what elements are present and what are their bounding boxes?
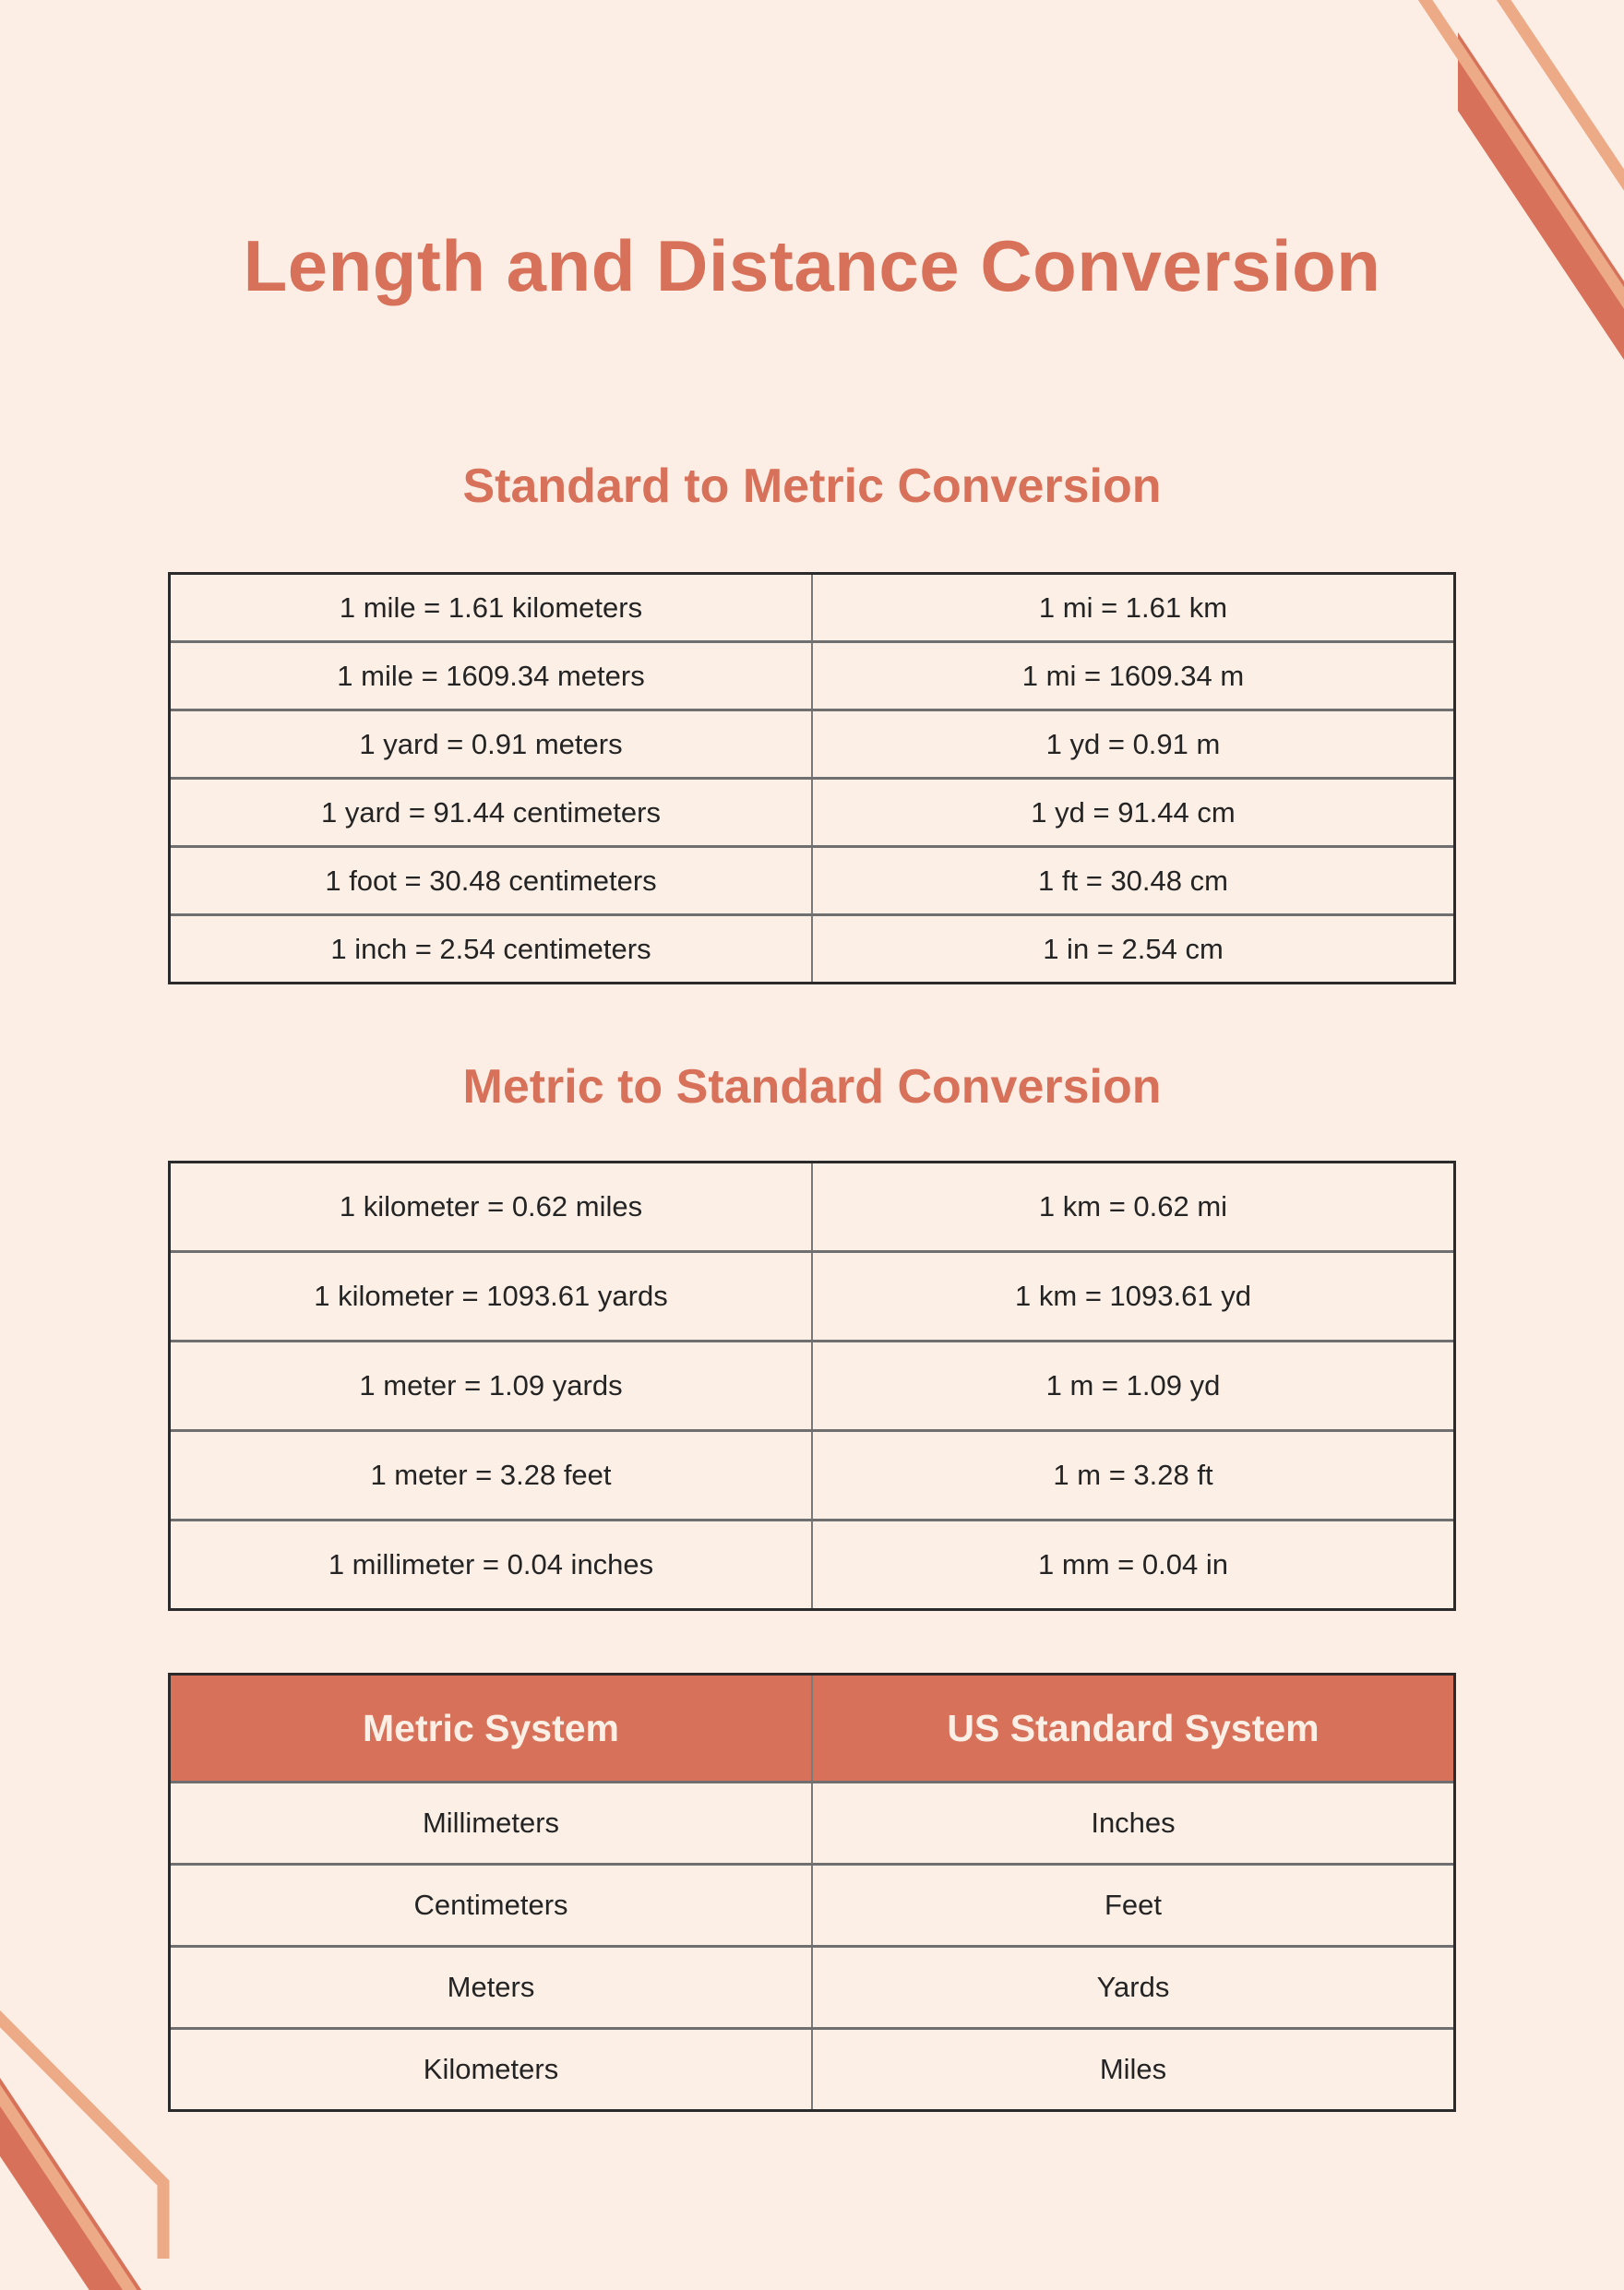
top-right-stripes-decoration	[1292, 0, 1624, 369]
conversion-cell-long: 1 meter = 1.09 yards	[171, 1342, 812, 1431]
us-unit-cell: Miles	[812, 2029, 1453, 2110]
metric-system-header: Metric System	[171, 1676, 812, 1783]
table-row	[171, 847, 1453, 915]
conversion-cell-long: 1 mile = 1609.34 meters	[171, 642, 812, 710]
conversion-cell-long: 1 kilometer = 1093.61 yards	[171, 1252, 812, 1342]
metric-unit-cell: Centimeters	[171, 1865, 812, 1947]
table-row	[171, 710, 1453, 779]
us-unit-cell: Feet	[812, 1865, 1453, 1947]
table-row	[171, 1252, 1453, 1342]
conversion-cell-abbr: 1 mi = 1609.34 m	[812, 642, 1453, 710]
conversion-cell-abbr: 1 km = 0.62 mi	[812, 1163, 1453, 1252]
conversion-cell-long: 1 inch = 2.54 centimeters	[171, 915, 812, 983]
conversion-cell-abbr: 1 ft = 30.48 cm	[812, 847, 1453, 915]
conversion-cell-abbr: 1 km = 1093.61 yd	[812, 1252, 1453, 1342]
conversion-cell-abbr: 1 m = 1.09 yd	[812, 1342, 1453, 1431]
section-heading-metric-to-standard: Metric to Standard Conversion	[462, 1060, 1162, 1114]
conversion-cell-long: 1 mile = 1.61 kilometers	[171, 575, 812, 642]
conversion-cell-long: 1 meter = 3.28 feet	[171, 1431, 812, 1521]
conversion-cell-long: 1 yard = 91.44 centimeters	[171, 779, 812, 847]
us-standard-system-header: US Standard System	[812, 1676, 1453, 1783]
conversion-cell-abbr: 1 mi = 1.61 km	[812, 575, 1453, 642]
table-row	[171, 1783, 1453, 1865]
table-row	[171, 1431, 1453, 1521]
conversion-cell-abbr: 1 mm = 0.04 in	[812, 1521, 1453, 1609]
metric-unit-cell: Millimeters	[171, 1783, 812, 1865]
table-row	[171, 1947, 1453, 2029]
conversion-cell-abbr: 1 m = 3.28 ft	[812, 1431, 1453, 1521]
standard-to-metric-table	[168, 572, 1456, 984]
table-row	[171, 1163, 1453, 1252]
table-row	[171, 642, 1453, 710]
conversion-cell-long: 1 millimeter = 0.04 inches	[171, 1521, 812, 1609]
table-row	[171, 575, 1453, 642]
system-comparison-table	[168, 1673, 1456, 2112]
us-unit-cell: Inches	[812, 1783, 1453, 1865]
page-title: Length and Distance Conversion	[243, 225, 1381, 306]
section-heading-standard-to-metric: Standard to Metric Conversion	[462, 459, 1162, 513]
conversion-cell-long: 1 yard = 0.91 meters	[171, 710, 812, 779]
conversion-cell-abbr: 1 yd = 91.44 cm	[812, 779, 1453, 847]
conversion-cell-long: 1 kilometer = 0.62 miles	[171, 1163, 812, 1252]
metric-to-standard-table	[168, 1161, 1456, 1611]
conversion-cell-long: 1 foot = 30.48 centimeters	[171, 847, 812, 915]
conversion-cell-abbr: 1 yd = 0.91 m	[812, 710, 1453, 779]
table-row	[171, 1865, 1453, 1947]
us-unit-cell: Yards	[812, 1947, 1453, 2029]
metric-unit-cell: Kilometers	[171, 2029, 812, 2110]
table-row	[171, 779, 1453, 847]
metric-unit-cell: Meters	[171, 1947, 812, 2029]
conversion-cell-abbr: 1 in = 2.54 cm	[812, 915, 1453, 983]
table-header-row	[171, 1676, 1453, 1783]
table-row	[171, 2029, 1453, 2110]
table-row	[171, 915, 1453, 983]
table-row	[171, 1521, 1453, 1609]
table-row	[171, 1342, 1453, 1431]
